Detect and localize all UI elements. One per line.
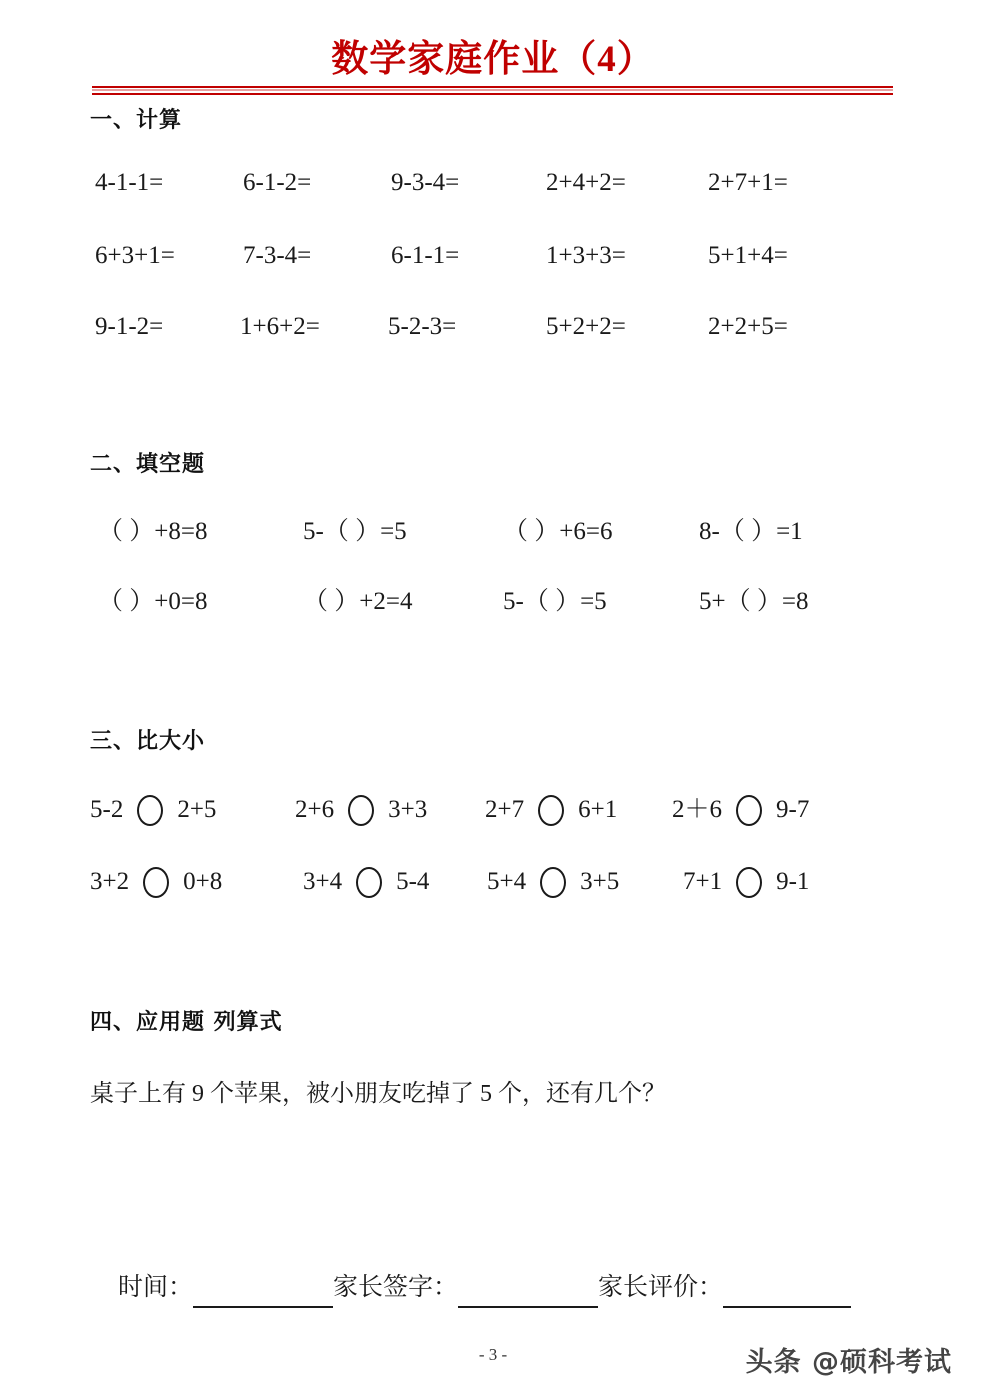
- page-number: - 3 -: [478, 1345, 508, 1364]
- fill-item: （ ）+6=6: [503, 518, 613, 545]
- compare-left: 3+2: [90, 868, 130, 895]
- section-heading-word-problem: 四、应用题 列算式: [90, 1010, 283, 1035]
- parent-comment-input[interactable]: [723, 1280, 851, 1308]
- calculation-row-2: [0, 239, 986, 273]
- compare-item: [672, 790, 809, 830]
- compare-item: [295, 790, 427, 830]
- compare-item: [90, 790, 216, 830]
- compare-item: [487, 862, 619, 902]
- compare-left: 2+7: [485, 796, 525, 823]
- compare-left: 2＋6: [672, 796, 723, 823]
- calc-item: 1+6+2=: [240, 313, 320, 340]
- fill-item: 5-（ ）=5: [303, 518, 407, 545]
- calc-item: 5+1+4=: [708, 242, 788, 269]
- compare-right: 9-1: [776, 868, 810, 895]
- compare-left: 5-2: [90, 796, 124, 823]
- compare-left: 2+6: [295, 796, 335, 823]
- compare-right: 3+5: [580, 868, 620, 895]
- page-title: [0, 38, 986, 82]
- page-title-text: 数学家庭作业（4）: [331, 39, 655, 80]
- circle-icon[interactable]: [736, 795, 762, 826]
- fill-item: （ ）+0=8: [98, 588, 208, 615]
- compare-right: 2+5: [177, 796, 217, 823]
- calculation-row-3: [0, 310, 986, 344]
- compare-item: [683, 862, 809, 902]
- compare-right: 9-7: [776, 796, 810, 823]
- compare-left: 5+4: [487, 868, 527, 895]
- title-divider: [92, 86, 893, 95]
- calc-item: 2+7+1=: [708, 169, 788, 196]
- compare-right: 6+1: [578, 796, 618, 823]
- compare-row-2: [0, 862, 986, 904]
- section-heading-compare: 三、比大小: [90, 729, 206, 754]
- calc-item: 2+4+2=: [546, 169, 626, 196]
- compare-right: 3+3: [388, 796, 428, 823]
- calc-item: 9-3-4=: [391, 169, 460, 196]
- calc-item: 6-1-1=: [391, 242, 460, 269]
- calc-item: 4-1-1=: [95, 169, 164, 196]
- section-heading-fill-in-blank: 二、填空题: [90, 452, 206, 477]
- calc-item: 9-1-2=: [95, 313, 164, 340]
- circle-icon[interactable]: [540, 867, 566, 898]
- calc-item: 5+2+2=: [546, 313, 626, 340]
- compare-left: 7+1: [683, 868, 723, 895]
- parent-comment-label: 家长评价：: [598, 1274, 724, 1301]
- compare-right: 0+8: [183, 868, 223, 895]
- calc-item: 1+3+3=: [546, 242, 626, 269]
- fill-item: （ ）+8=8: [98, 518, 208, 545]
- compare-right: 5-4: [396, 868, 430, 895]
- parent-signature-label: 家长签字：: [333, 1274, 459, 1301]
- fill-in-blank-row-2: [0, 585, 986, 619]
- calc-item: 6+3+1=: [95, 242, 175, 269]
- compare-item: [485, 790, 617, 830]
- fill-item: 5+（ ）=8: [699, 588, 809, 615]
- signature-row: [118, 1268, 908, 1308]
- watermark: 头条 @硕科考试: [745, 1347, 952, 1378]
- word-problem-text: 桌子上有 9 个苹果，被小朋友吃掉了 5 个，还有几个？: [90, 1081, 666, 1107]
- time-input[interactable]: [193, 1280, 333, 1308]
- calc-item: 7-3-4=: [243, 242, 312, 269]
- circle-icon[interactable]: [356, 867, 382, 898]
- fill-item: 5-（ ）=5: [503, 588, 607, 615]
- fill-in-blank-row-1: [0, 515, 986, 549]
- fill-item: 8-（ ）=1: [699, 518, 803, 545]
- compare-left: 3+4: [303, 868, 343, 895]
- parent-signature-input[interactable]: [458, 1280, 598, 1308]
- circle-icon[interactable]: [538, 795, 564, 826]
- circle-icon[interactable]: [736, 867, 762, 898]
- time-label: 时间：: [118, 1274, 194, 1301]
- circle-icon[interactable]: [137, 795, 163, 826]
- compare-item: [90, 862, 222, 902]
- calculation-row-1: [0, 166, 986, 200]
- compare-item: [303, 862, 429, 902]
- compare-row-1: [0, 790, 986, 832]
- fill-item: （ ）+2=4: [303, 588, 413, 615]
- circle-icon[interactable]: [348, 795, 374, 826]
- calc-item: 6-1-2=: [243, 169, 312, 196]
- section-heading-calculation: 一、计算: [90, 108, 183, 133]
- calc-item: 2+2+5=: [708, 313, 788, 340]
- circle-icon[interactable]: [143, 867, 169, 898]
- calc-item: 5-2-3=: [388, 313, 457, 340]
